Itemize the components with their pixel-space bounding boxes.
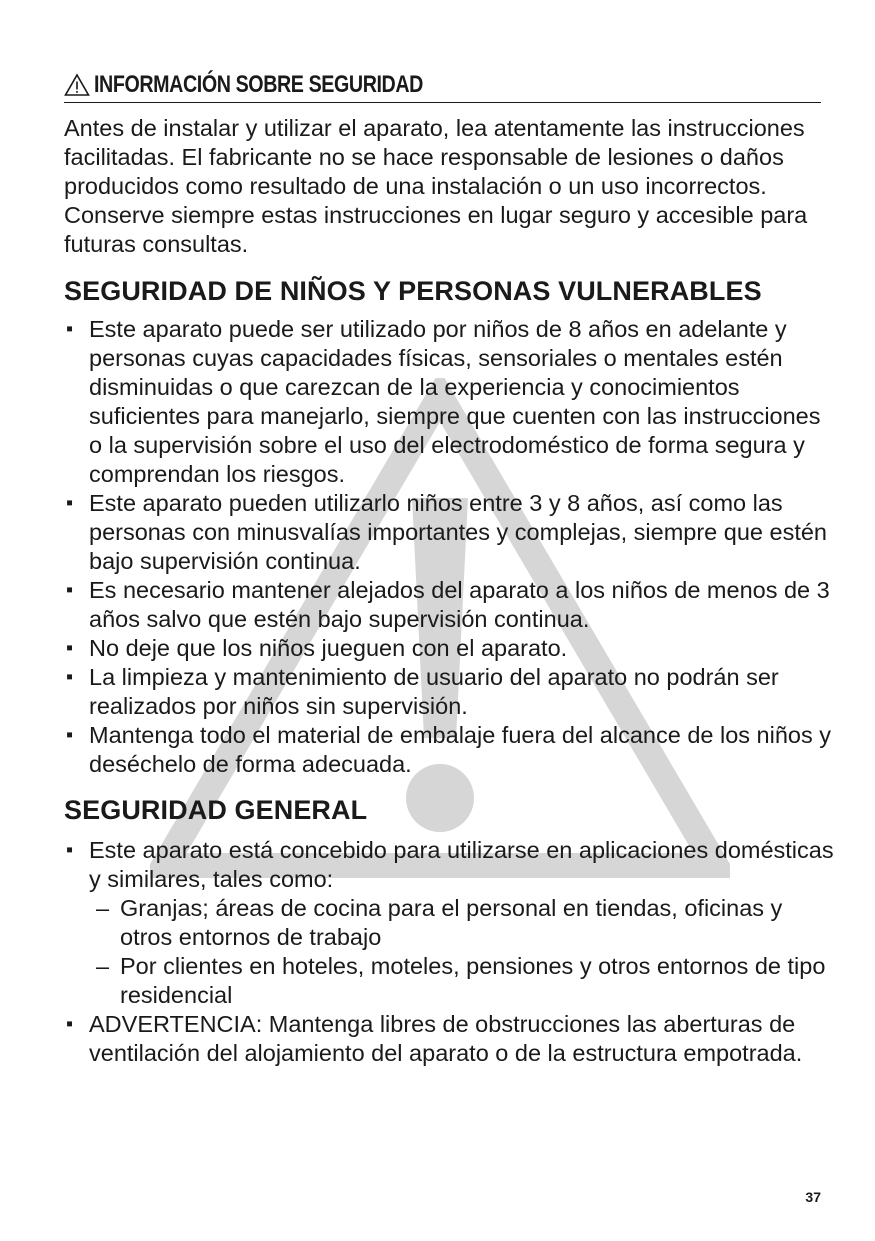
sublist-item (89, 952, 834, 1010)
list-item (64, 489, 834, 576)
bullet-icon: ▪ (66, 637, 74, 659)
general-safety-title: SEGURIDAD GENERAL (64, 795, 368, 825)
sublist-item (89, 894, 834, 952)
bullet-icon: ▪ (66, 579, 74, 601)
intro-paragraph: Antes de instalar y utilizar el aparato, lea atentamente las instrucciones facilitadas. El fabricante no se hace responsable de lesiones o daños producidos como resultado de una instalación o un uso incorrectos. Conserve siempre estas instrucciones en lugar seguro y accesible para futuras consultas. (64, 115, 808, 257)
safety-info-heading (64, 68, 821, 103)
safety-info-title: INFORMACIÓN SOBRE SEGURIDAD (94, 71, 423, 98)
list-item (64, 634, 834, 663)
list-item-text: Este aparato puede ser utilizado por niños de 8 años en adelante y personas cuyas capacidades físicas, sensoriales o mentales estén disminuidas o que carezcan de la experiencia y conocimientos suficientes para manejarlo, siempre que cuenten con las instrucciones o la supervisión sobre el uso del electrodoméstico de forma segura y comprendan los riesgos. (89, 316, 821, 487)
list-item (64, 315, 834, 489)
list-item-text: Este aparato pueden utilizarlo niños entre 3 y 8 años, así como las personas con minusvalías importantes y complejas, siempre que estén bajo supervisión continua. (89, 490, 828, 574)
children-safety-list (64, 315, 834, 779)
list-item-text: Es necesario mantener alejados del aparato a los niños de menos de 3 años salvo que estén bajo supervisión continua. (89, 577, 830, 632)
list-item-text: ADVERTENCIA: Mantenga libres de obstrucciones las aberturas de ventilación del alojamiento del aparato o de la estructura empotrada. (89, 1011, 803, 1066)
list-item-text: Este aparato está concebido para utilizarse en aplicaciones domésticas y similares, tales como: (89, 837, 834, 892)
list-item (64, 836, 834, 1010)
sublist-item-text: Por clientes en hoteles, moteles, pensiones y otros entornos de tipo residencial (120, 953, 826, 1008)
list-item (64, 576, 834, 634)
bullet-icon: ▪ (66, 839, 74, 861)
list-item (64, 1010, 834, 1068)
bullet-icon: ▪ (66, 318, 74, 340)
bullet-icon: ▪ (66, 724, 74, 746)
warning-triangle-icon (64, 73, 90, 97)
sublist-item-text: Granjas; áreas de cocina para el personal en tiendas, oficinas y otros entornos de trabajo (120, 895, 783, 950)
general-safety-list (64, 836, 834, 1068)
list-item-text: Mantenga todo el material de embalaje fuera del alcance de los niños y deséchelo de forma adecuada. (89, 722, 832, 777)
dash-icon: – (96, 953, 110, 979)
list-item-text: No deje que los niños jueguen con el aparato. (89, 635, 568, 661)
dash-icon: – (96, 895, 110, 921)
bullet-icon: ▪ (66, 666, 74, 688)
bullet-icon: ▪ (66, 492, 74, 514)
list-item-text: La limpieza y mantenimiento de usuario del aparato no podrán ser realizados por niños sin supervisión. (89, 664, 779, 719)
bullet-icon: ▪ (66, 1013, 74, 1035)
page-number: 37 (805, 1189, 821, 1205)
general-safety-sublist (89, 894, 834, 1010)
list-item (64, 721, 834, 779)
list-item (64, 663, 834, 721)
children-safety-title: SEGURIDAD DE NIÑOS Y PERSONAS VULNERABLES (64, 276, 762, 306)
